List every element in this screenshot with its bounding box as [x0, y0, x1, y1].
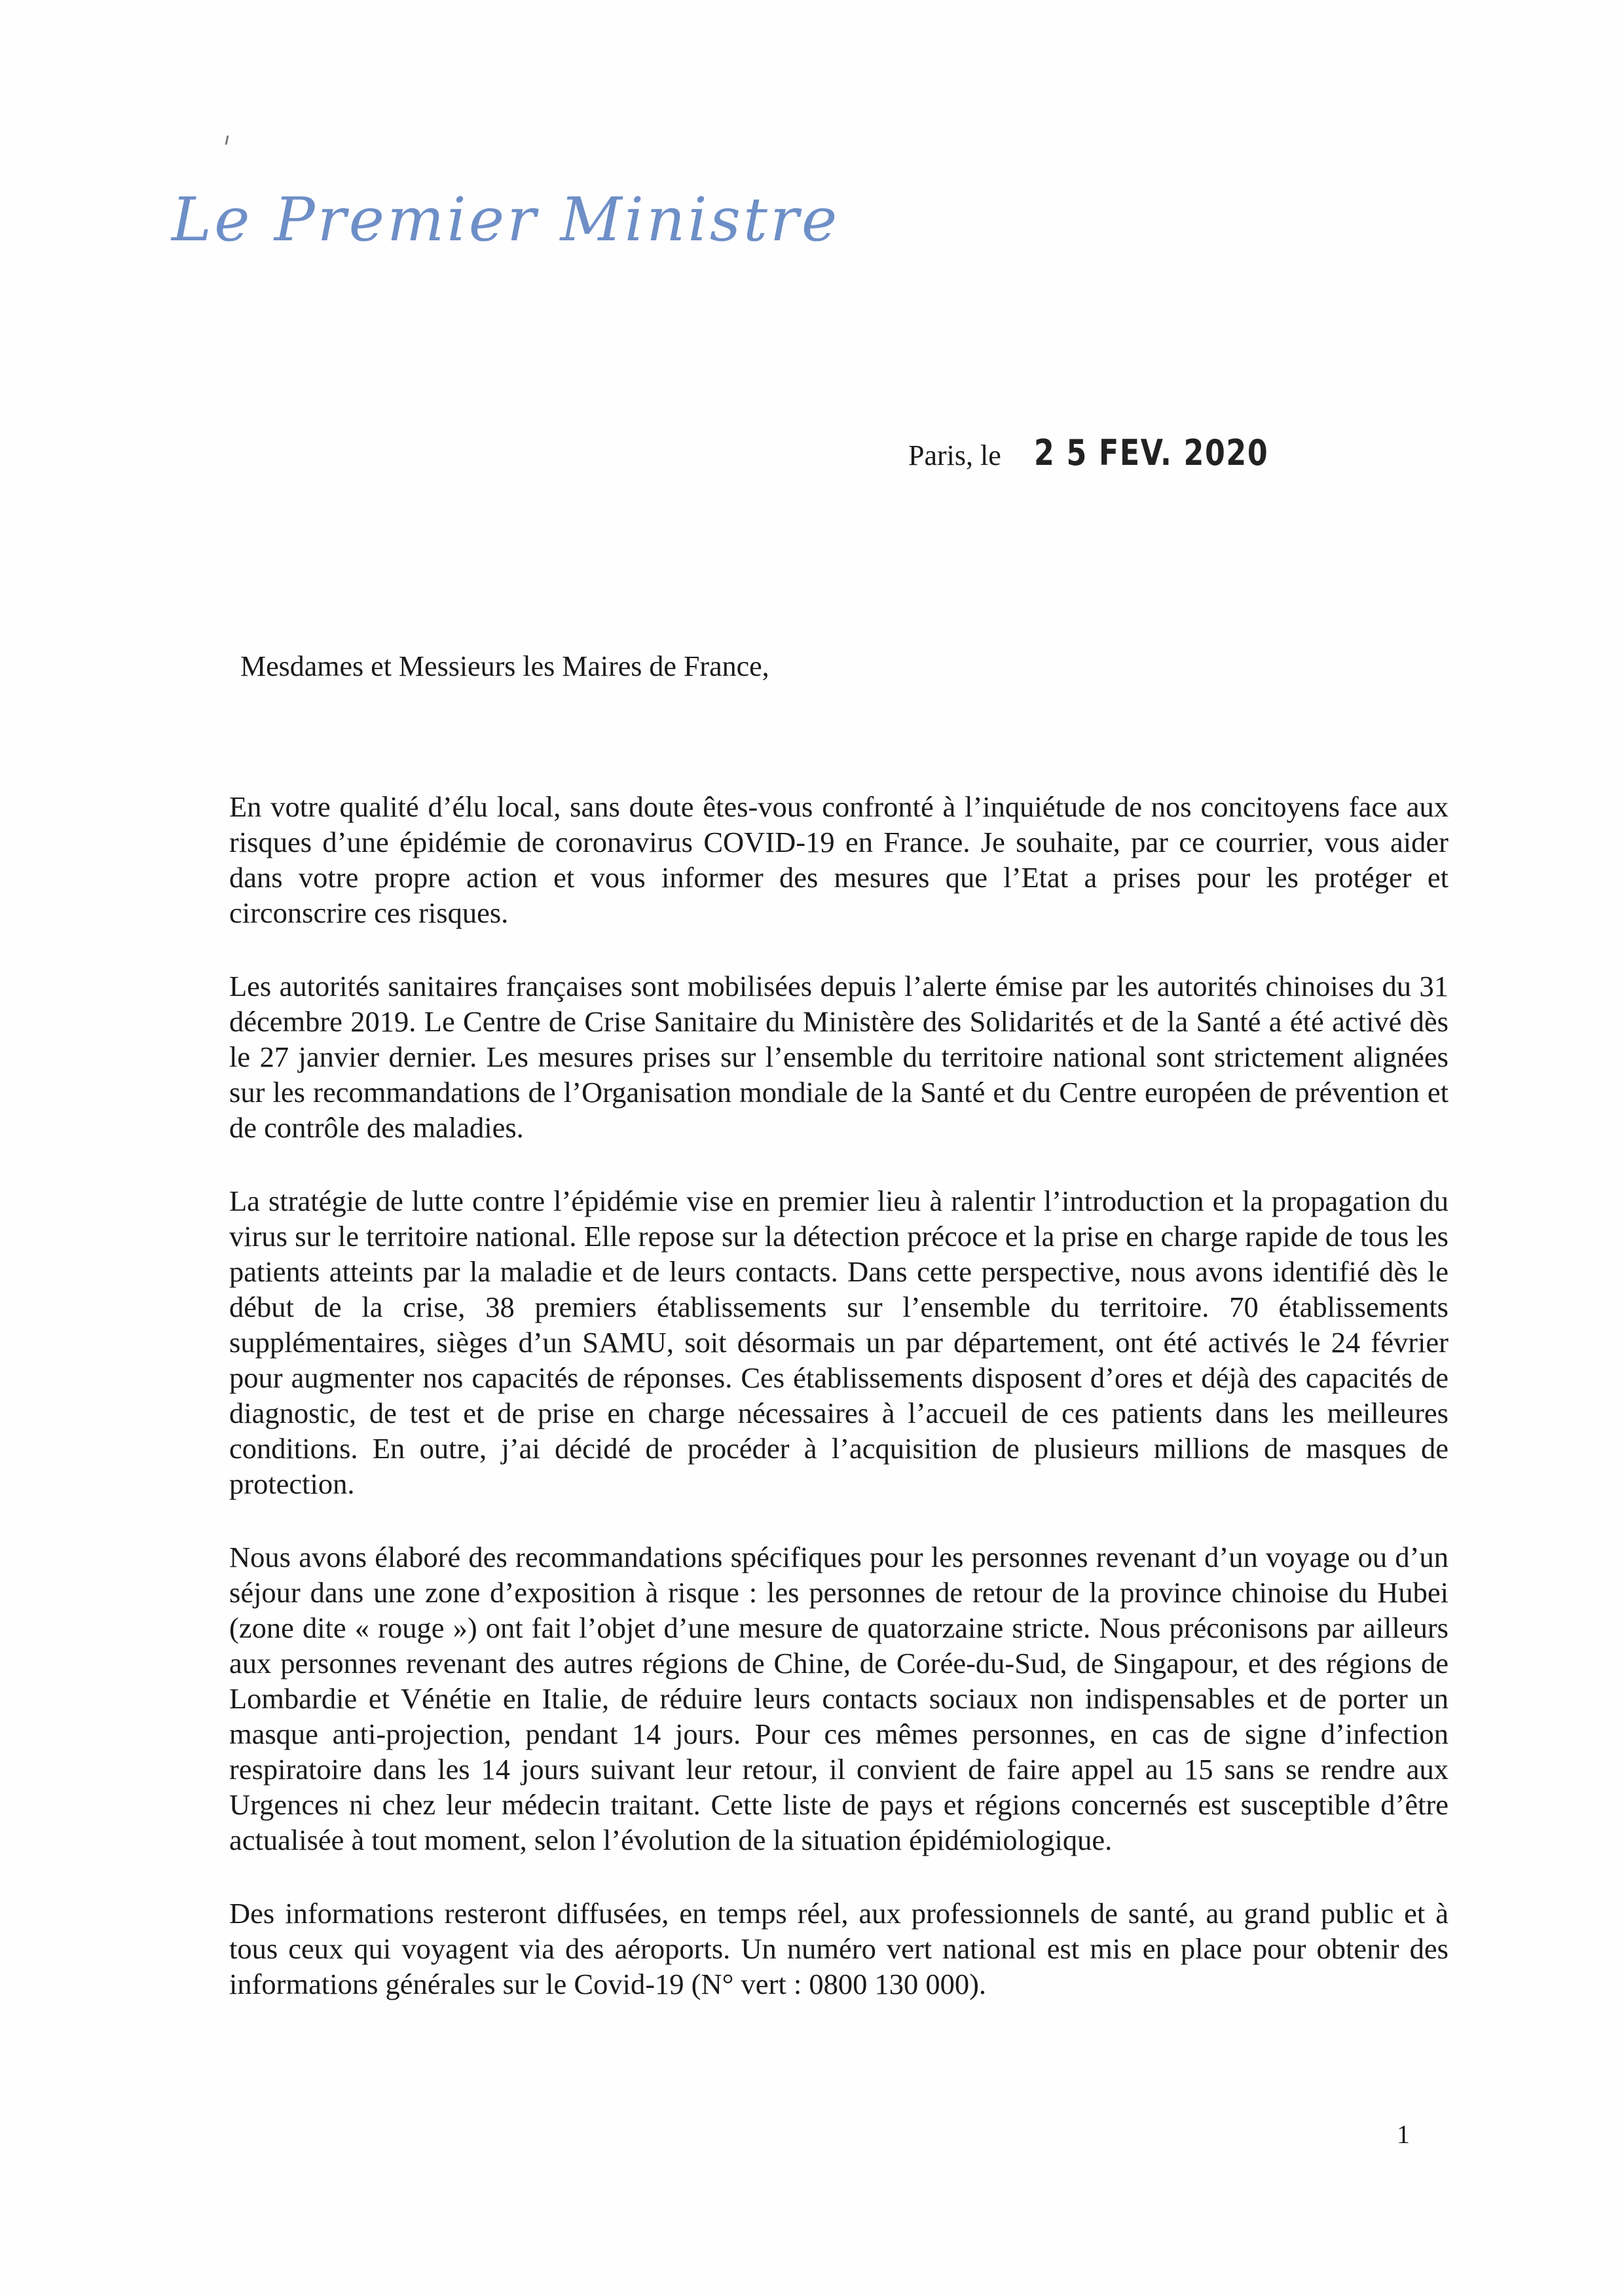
- paragraph-2: Les autorités sanitaires françaises sont mobilisées depuis l’alerte émise par les autorités chinoises du 31 décembre 2019. Le Centre de Crise Sanitaire du Ministère des Solidarités et de la Santé a été activé dès le 27 janvier dernier. Les mesures prises sur l’ensemble du territoire national sont strictement alignées sur les recommandations de l’Organisation mondiale de la Santé et du Centre européen de prévention et de contrôle des maladies.: [229, 970, 1449, 1144]
- paragraph-1: En votre qualité d’élu local, sans doute êtes-vous confronté à l’inquiétude de nos concitoyens face aux risques d’une épidémie de coronavirus COVID-19 en France. Je souhaite, par ce courrier, vous aider dans votre propre action et vous informer des mesures que l’Etat a prises pour les protéger et circonscrire ces risques.: [229, 790, 1449, 929]
- date-line: [908, 432, 1320, 473]
- letterhead-title: Le Premier Ministre: [172, 185, 840, 255]
- paragraph-4: Nous avons élaboré des recommandations spécifiques pour les personnes revenant d’un voyage ou d’un séjour dans une zone d’exposition à risque : les personnes de retour de la province chinoise du Hubei (zone dite « rouge ») ont fait l’objet d’une mesure de quatorzaine stricte. Nous préconisons par ailleurs aux personnes revenant des autres régions de Chine, de Corée-du-Sud, de Singapour, et des régions de Lombardie et Vénétie en Italie, de réduire leurs contacts sociaux non indispensables et de porter un masque anti-projection, pendant 14 jours. Pour ces mêmes personnes, en cas de signe d’infection respiratoire dans les 14 jours suivant leur retour, il convient de faire appel au 15 sans se rendre aux Urgences ni chez leur médecin traitant. Cette liste de pays et régions concernés est susceptible d’être actualisée à tout moment, selon l’évolution de la situation épidémiologique.: [229, 1541, 1449, 1856]
- date-prefix: Paris, le: [908, 439, 1001, 471]
- date-stamp: 2 5 FEV. 2020: [1033, 432, 1269, 473]
- paragraph-5: Des informations resteront diffusées, en temps réel, aux professionnels de santé, au grand public et à tous ceux qui voyagent via des aéroports. Un numéro vert national est mis en place pour obtenir des informations générales sur le Covid-19 (N° vert : 0800 130 000).: [229, 1897, 1449, 2000]
- salutation: Mesdames et Messieurs les Maires de France,: [240, 650, 769, 682]
- scan-speck: [225, 136, 229, 145]
- letter-body: [229, 789, 1449, 2040]
- paragraph-3: La stratégie de lutte contre l’épidémie vise en premier lieu à ralentir l’introduction et la propagation du virus sur le territoire national. Elle repose sur la détection précoce et la prise en charge rapide de tous les patients atteints par la maladie et de leurs contacts. Dans cette perspective, nous avons identifié dès le début de la crise, 38 premiers établissements sur l’ensemble du territoire. 70 établissements supplémentaires, sièges d’un SAMU, soit désormais un par département, ont été activés le 24 février pour augmenter nos capacités de réponses. Ces établissements disposent d’ores et déjà des capacités de diagnostic, de test et de prise en charge nécessaires à l’accueil de ces patients dans les meilleures conditions. En outre, j’ai décidé de procéder à l’acquisition de plusieurs millions de masques de protection.: [229, 1184, 1449, 1500]
- page-number: 1: [1397, 2120, 1410, 2149]
